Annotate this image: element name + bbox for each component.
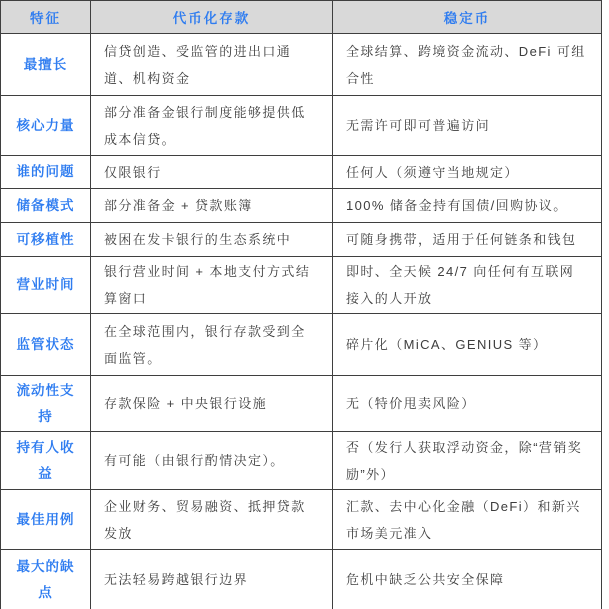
row-label: 最大的缺点 (1, 550, 91, 609)
row-label: 最佳用例 (1, 490, 91, 550)
table-row (1, 34, 602, 96)
header-feature: 特征 (1, 1, 91, 34)
stablecoin-cell: 碎片化（MiCA、GENIUS 等） (333, 314, 602, 376)
stablecoin-cell: 即时、全天候 24/7 向任何有互联网接入的人开放 (333, 257, 602, 314)
table-row (1, 257, 602, 314)
table-header-row (1, 1, 602, 34)
tokenized-cell: 部分准备金 + 贷款账簿 (91, 189, 333, 223)
table-row (1, 223, 602, 257)
stablecoin-cell: 全球结算、跨境资金流动、DeFi 可组合性 (333, 34, 602, 96)
row-label: 谁的问题 (1, 156, 91, 189)
table-row (1, 96, 602, 156)
row-label: 最擅长 (1, 34, 91, 96)
header-tokenized-deposits: 代币化存款 (91, 1, 333, 34)
table-row (1, 189, 602, 223)
table-row (1, 156, 602, 189)
tokenized-cell: 企业财务、贸易融资、抵押贷款发放 (91, 490, 333, 550)
table-row (1, 550, 602, 609)
table-row (1, 376, 602, 432)
tokenized-cell: 有可能（由银行酌情决定）。 (91, 432, 333, 490)
stablecoin-cell: 任何人（须遵守当地规定） (333, 156, 602, 189)
table-row (1, 314, 602, 376)
stablecoin-cell: 无需许可即可普遍访问 (333, 96, 602, 156)
stablecoin-cell: 汇款、去中心化金融（DeFi）和新兴市场美元准入 (333, 490, 602, 550)
table-row (1, 432, 602, 490)
row-label: 持有人收益 (1, 432, 91, 490)
tokenized-cell: 银行营业时间 + 本地支付方式结算窗口 (91, 257, 333, 314)
stablecoin-cell: 100% 储备金持有国债/回购协议。 (333, 189, 602, 223)
tokenized-cell: 部分准备金银行制度能够提供低成本信贷。 (91, 96, 333, 156)
tokenized-cell: 信贷创造、受监管的进出口通道、机构资金 (91, 34, 333, 96)
stablecoin-cell: 无（特价甩卖风险） (333, 376, 602, 432)
row-label: 营业时间 (1, 257, 91, 314)
tokenized-cell: 无法轻易跨越银行边界 (91, 550, 333, 609)
tokenized-cell: 仅限银行 (91, 156, 333, 189)
row-label: 流动性支持 (1, 376, 91, 432)
row-label: 核心力量 (1, 96, 91, 156)
stablecoin-cell: 否（发行人获取浮动资金，除“营销奖励”外） (333, 432, 602, 490)
row-label: 监管状态 (1, 314, 91, 376)
row-label: 储备模式 (1, 189, 91, 223)
stablecoin-cell: 危机中缺乏公共安全保障 (333, 550, 602, 609)
tokenized-cell: 在全球范围内，银行存款受到全面监管。 (91, 314, 333, 376)
header-stablecoin: 稳定币 (333, 1, 602, 34)
tokenized-cell: 存款保险 + 中央银行设施 (91, 376, 333, 432)
tokenized-cell: 被困在发卡银行的生态系统中 (91, 223, 333, 257)
row-label: 可移植性 (1, 223, 91, 257)
table-row (1, 490, 602, 550)
stablecoin-cell: 可随身携带，适用于任何链条和钱包 (333, 223, 602, 257)
